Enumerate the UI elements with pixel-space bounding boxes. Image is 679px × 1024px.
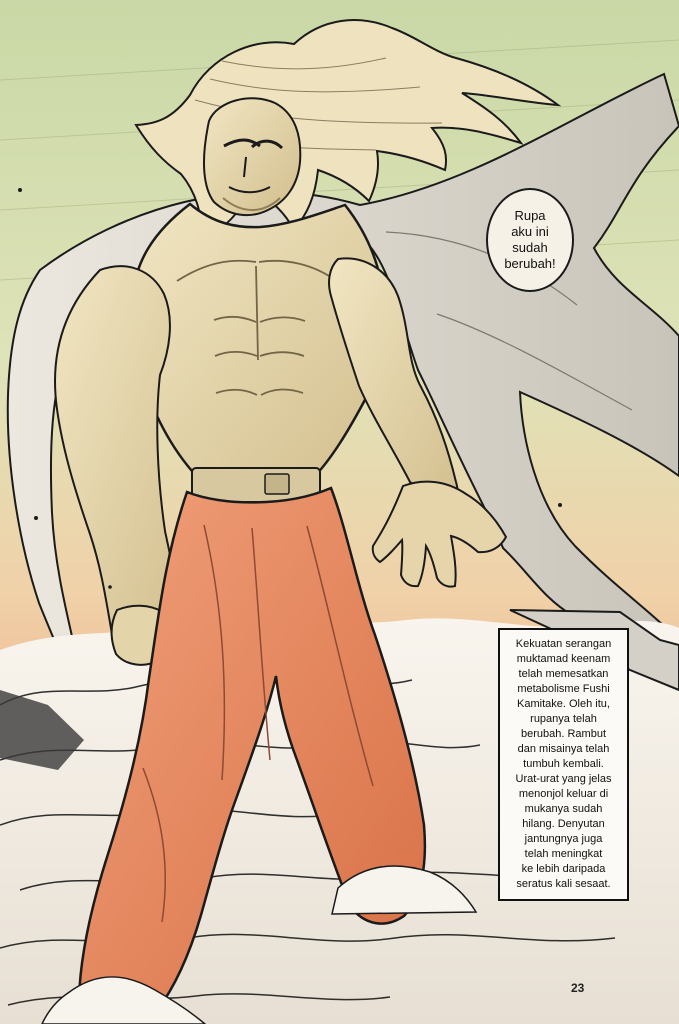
head-shape (204, 98, 300, 215)
caption-box (498, 628, 629, 901)
caption-text: Kekuatan serangan muktamad keenam telah memesatkan metabolisme Fushi Kamitake. Oleh itu, rupanya telah berubah. Rambut dan misainya telah tumbuh kembali. Urat-urat yang jelas menonjol keluar di mukanya sudah hilang. Denyutan jantungnya juga telah meningkat ke lebih daripada seratus kali sesaat. (515, 638, 612, 890)
speech-bubble (486, 188, 574, 292)
page-number: 23 (571, 981, 585, 995)
speech-bubble-text: Rupa aku ini sudah berubah! (504, 208, 556, 271)
